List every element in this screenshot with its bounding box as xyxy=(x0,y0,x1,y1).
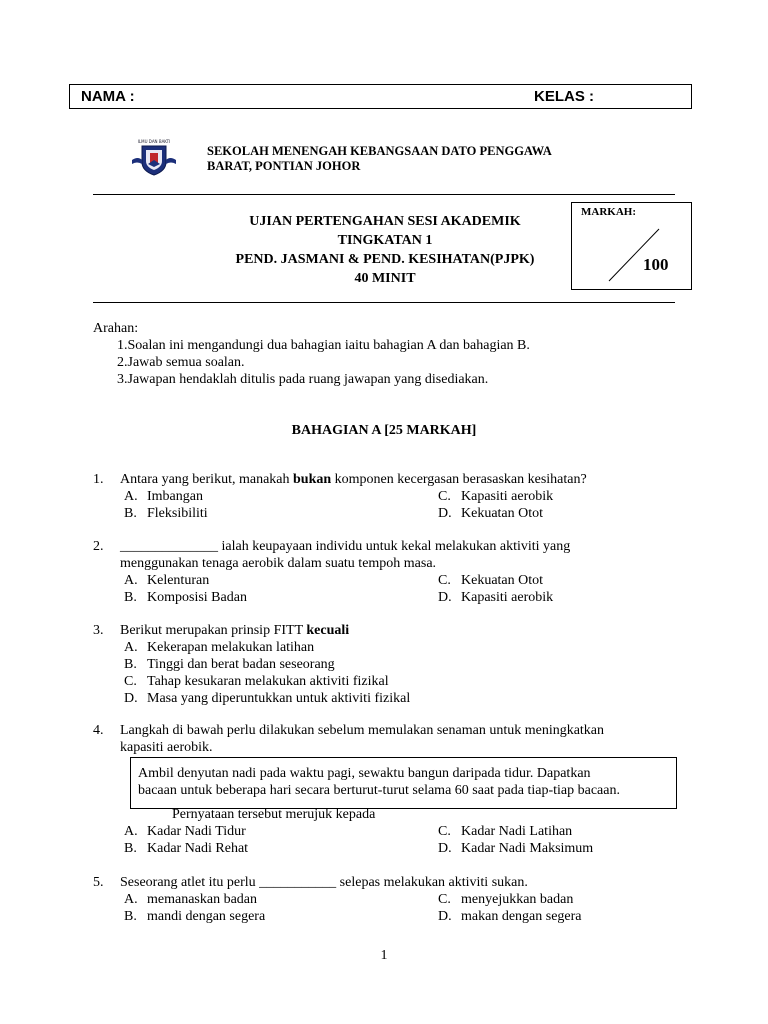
question-stem: Antara yang berikut, manakah bukan komponen kecergasan berasaskan kesihatan? xyxy=(120,472,587,487)
name-class-box xyxy=(69,84,692,109)
mark-label: MARKAH: xyxy=(581,206,636,218)
option: C. Kekuatan Otot xyxy=(438,573,544,588)
option: A. Kekerapan melakukan latihan xyxy=(124,640,315,655)
option: C. Kadar Nadi Latihan xyxy=(438,824,573,839)
option: B. Komposisi Badan xyxy=(124,590,247,605)
question-stem: Seseorang atlet itu perlu ___________ selepas melakukan aktiviti sukan. xyxy=(120,875,528,890)
question-number: 1. xyxy=(93,472,104,487)
divider-bottom xyxy=(93,302,675,303)
option: A. Kadar Nadi Tidur xyxy=(124,824,246,839)
question-number: 4. xyxy=(93,723,104,738)
question-number: 3. xyxy=(93,623,104,638)
option: D. Kapasiti aerobik xyxy=(438,590,554,605)
section-title: BAHAGIAN A [25 MARKAH] xyxy=(291,423,477,438)
option: A. Kelenturan xyxy=(124,573,210,588)
option: C. Tahap kesukaran melakukan aktiviti fizikal xyxy=(124,674,389,689)
page-number: 1 xyxy=(380,948,388,963)
instruction-item: 1.Soalan ini mengandungi dua bahagian iaitu bahagian A dan bahagian B. xyxy=(117,338,530,353)
option: D. Masa yang diperuntukkan untuk aktiviti fizikal xyxy=(124,691,411,706)
instruction-item: 2.Jawab semua soalan. xyxy=(117,355,245,370)
option: B. Fleksibiliti xyxy=(124,506,208,521)
question-number: 2. xyxy=(93,539,104,554)
mark-total: 100 xyxy=(643,255,669,274)
question-number: 5. xyxy=(93,875,104,890)
option: D. Kekuatan Otot xyxy=(438,506,544,521)
exam-title: UJIAN PERTENGAHAN SESI AKADEMIK TINGKATAN 1 PEND. JASMANI & PEND. KESIHATAN(PJPK) 40 MINIT xyxy=(235,214,535,286)
school-logo xyxy=(128,138,180,178)
option: C. menyejukkan badan xyxy=(438,892,574,907)
option: B. mandi dengan segera xyxy=(124,909,266,924)
question-stem: Langkah di bawah perlu dilakukan sebelum memulakan senaman untuk meningkatkan kapasiti aerobik. xyxy=(120,723,605,755)
question-followup: Pernyataan tersebut merujuk kepada xyxy=(172,807,376,822)
option: D. Kadar Nadi Maksimum xyxy=(438,841,594,856)
question-stem: Berikut merupakan prinsip FITT kecuali xyxy=(120,623,350,638)
option: B. Tinggi dan berat badan seseorang xyxy=(124,657,335,672)
instructions-title: Arahan: xyxy=(93,321,139,336)
school-name: SEKOLAH MENENGAH KEBANGSAAN DATO PENGGAWA BARAT, PONTIAN JOHOR xyxy=(207,144,552,173)
mark-box xyxy=(571,202,692,290)
statement-box: Ambil denyutan nadi pada waktu pagi, sewaktu bangun daripada tidur. Dapatkan bacaan untuk beberapa hari secara berturut-turut selama 60 saat pada tiap-tiap bacaan. xyxy=(130,757,677,809)
name-label: NAMA : xyxy=(81,88,135,105)
option: A. memanaskan badan xyxy=(124,892,258,907)
option: A. Imbangan xyxy=(124,489,203,504)
option: B. Kadar Nadi Rehat xyxy=(124,841,249,856)
option: D. makan dengan segera xyxy=(438,909,582,924)
option: C. Kapasiti aerobik xyxy=(438,489,554,504)
logo-motto: ILMU DAN BAKTI xyxy=(137,139,171,144)
divider-top xyxy=(93,194,675,195)
class-label: KELAS : xyxy=(534,88,594,105)
instruction-item: 3.Jawapan hendaklah ditulis pada ruang jawapan yang disediakan. xyxy=(117,372,489,387)
question-stem: ______________ ialah keupayaan individu untuk kekal melakukan aktiviti yang menggunakan tenaga aerobik dalam suatu tempoh masa. xyxy=(120,539,571,571)
